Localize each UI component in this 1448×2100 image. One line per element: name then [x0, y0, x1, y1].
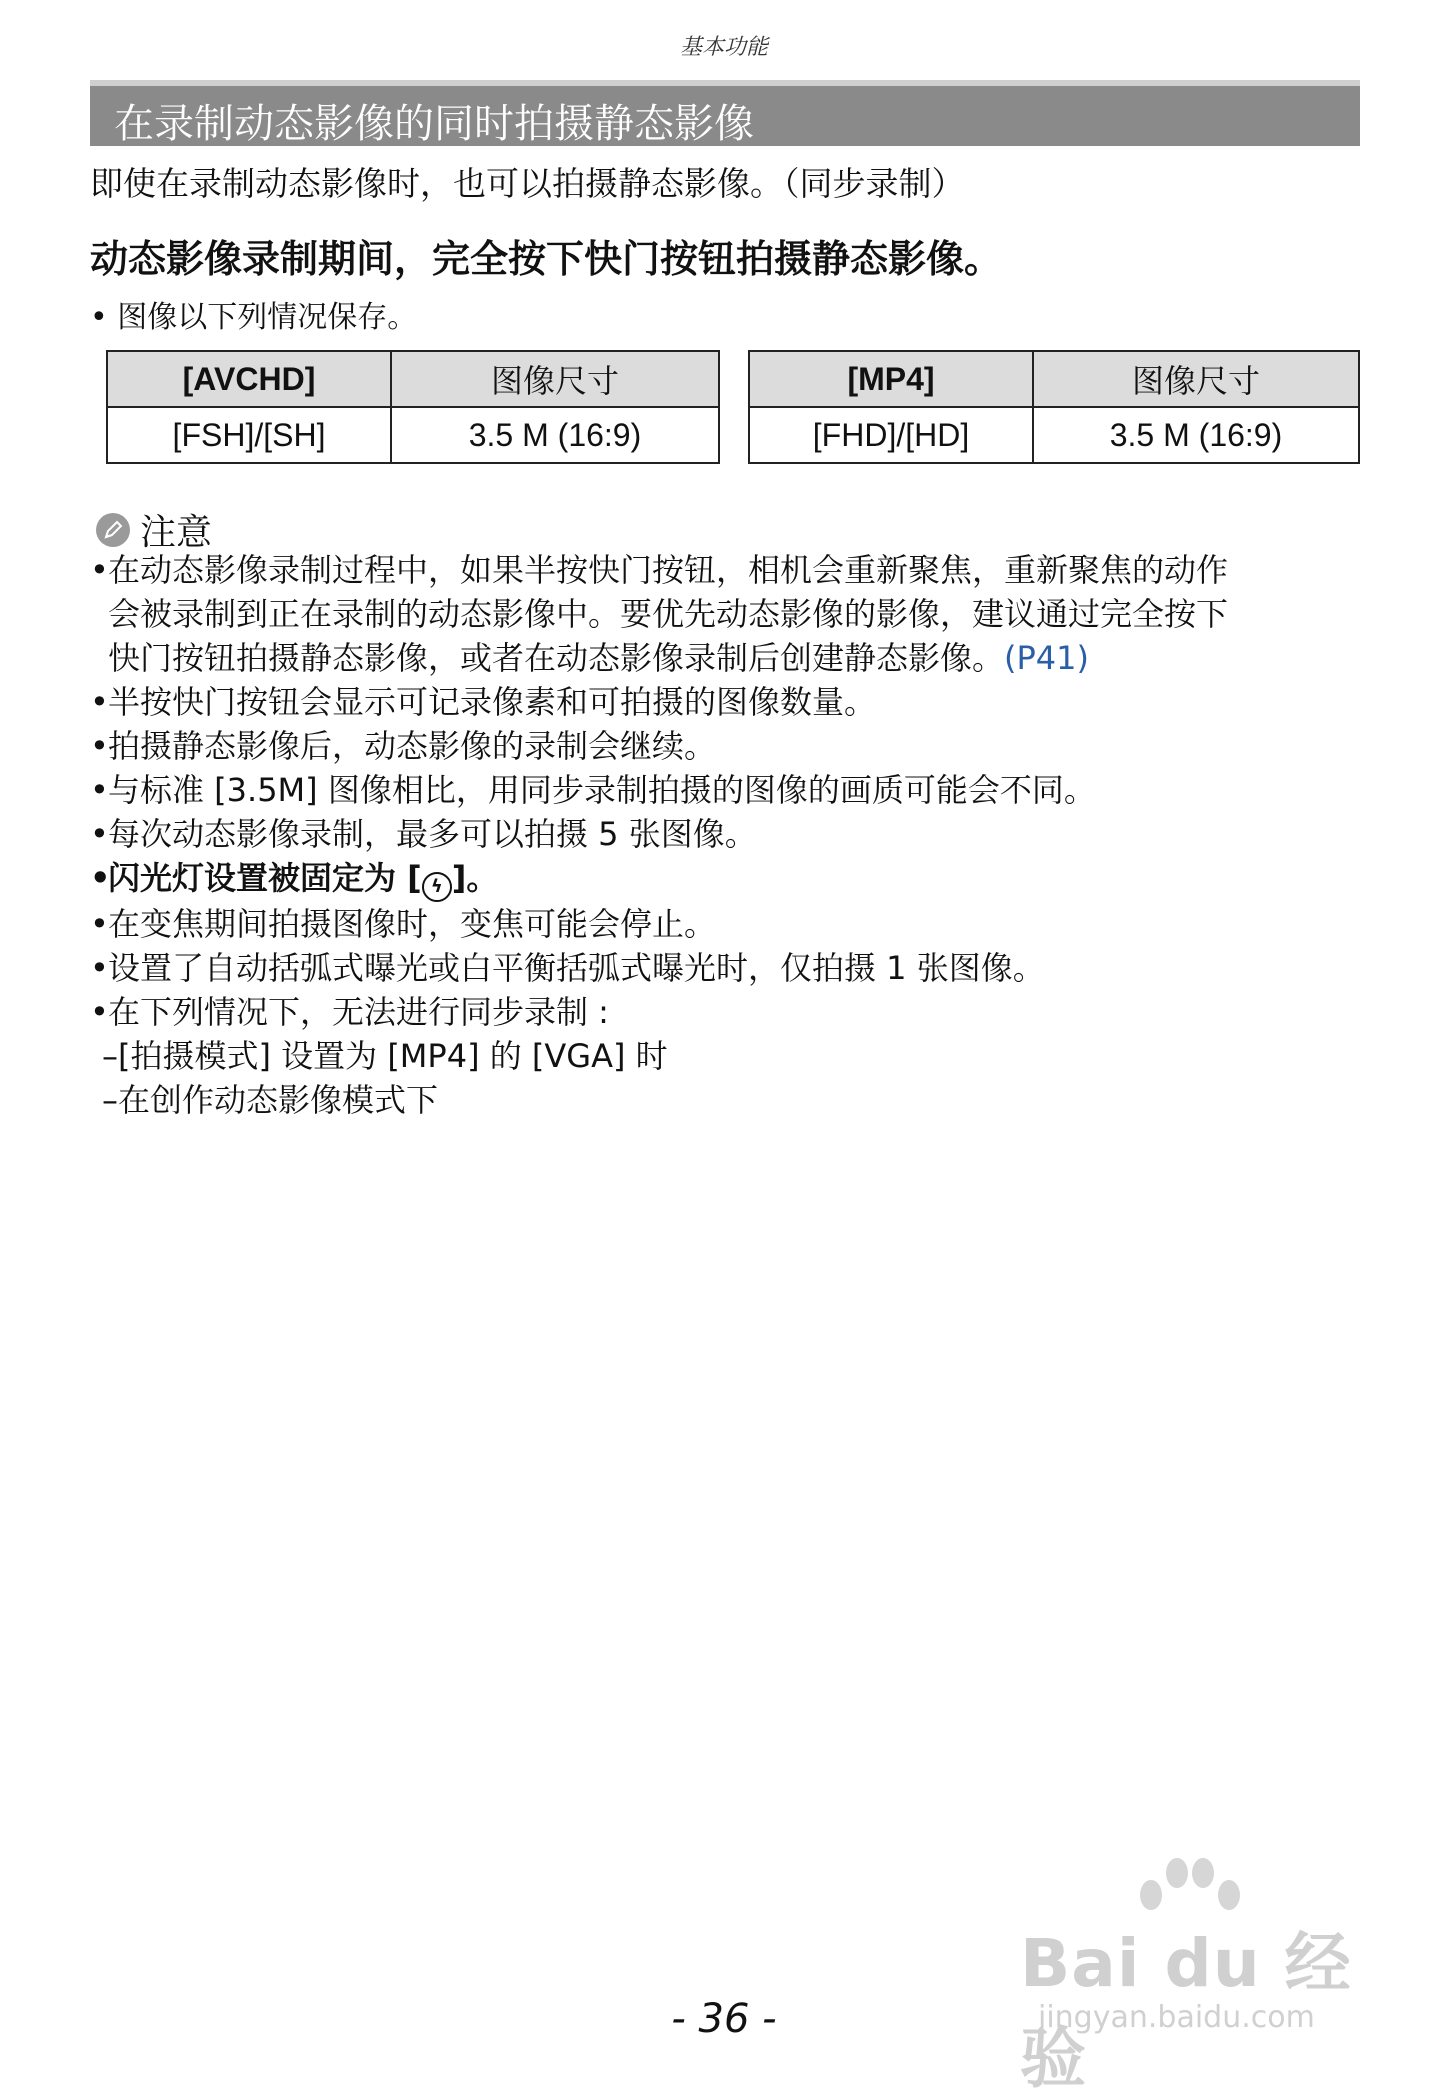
- table-header-row: [107, 351, 719, 407]
- sub-list-item: – [拍摄模式] 设置为 [MP4] 的 [VGA] 时: [90, 1034, 1370, 1078]
- avchd-row-size: 3.5 M (16:9): [391, 407, 719, 463]
- list-item: • 设置了自动括弧式曝光或白平衡括弧式曝光时，仅拍摄 1 张图像。: [90, 946, 1370, 990]
- notes-title-text: 注意: [140, 512, 213, 553]
- table-row: [749, 407, 1359, 463]
- avchd-table: [106, 350, 720, 464]
- flash-off-icon: ϟ: [422, 872, 452, 902]
- sub-list-item: – 在创作动态影像模式下: [90, 1078, 1370, 1122]
- section-title: 在录制动态影像的同时拍摄静态影像: [114, 101, 754, 147]
- list-item: [90, 856, 1370, 902]
- save-note-text: 图像以下列情况保存。: [117, 300, 418, 335]
- watermark-brand: Bai du 经验: [1020, 1925, 1352, 2097]
- notes-list: [90, 548, 1370, 1122]
- page-ref-link[interactable]: (P41): [1004, 639, 1089, 677]
- table-header-row: [749, 351, 1359, 407]
- mp4-row-format: [FHD]/[HD]: [749, 407, 1033, 463]
- avchd-header-format: [AVCHD]: [107, 351, 391, 407]
- note-1-line-3-text: 快门按钮拍摄静态影像，或者在动态影像录制后创建静态影像。: [108, 639, 1005, 677]
- mp4-header-size: 图像尺寸: [1033, 351, 1359, 407]
- chapter-header: 基本功能: [679, 35, 768, 60]
- note-6-prefix: 闪光灯设置被固定为 [: [108, 859, 422, 897]
- list-item: • 每次动态影像录制，最多可以拍摄 5 张图像。: [90, 812, 1370, 856]
- list-item: • 与标准 [3.5M] 图像相比，用同步录制拍摄的图像的画质可能会不同。: [90, 768, 1370, 812]
- pencil-icon: [96, 513, 130, 547]
- note-1-line-3: [108, 636, 1370, 680]
- section-title-bar: [90, 80, 1360, 146]
- list-item: • 在变焦期间拍摄图像时，变焦可能会停止。: [90, 902, 1370, 946]
- list-item: • 在下列情况下，无法进行同步录制 :: [90, 990, 1370, 1034]
- list-item: • 半按快门按钮会显示可记录像素和可拍摄的图像数量。: [90, 680, 1370, 724]
- mp4-row-size: 3.5 M (16:9): [1033, 407, 1359, 463]
- list-item: • 拍摄静态影像后，动态影像的录制会继续。: [90, 724, 1370, 768]
- note-1-line-2: 会被录制到正在录制的动态影像中。要优先动态影像的影像，建议通过完全按下: [108, 595, 1229, 633]
- watermark-url: jingyan.baidu.com: [1038, 2000, 1315, 2035]
- note-1-line-1: • 在动态影像录制过程中，如果半按快门按钮，相机会重新聚焦，重新聚焦的动作: [108, 551, 1229, 589]
- mp4-header-format: [MP4]: [749, 351, 1033, 407]
- save-note: • 图像以下列情况保存。: [90, 300, 418, 335]
- page-number: - 36 -: [671, 1996, 777, 2042]
- avchd-header-size: 图像尺寸: [391, 351, 719, 407]
- table-row: [107, 407, 719, 463]
- baidu-watermark: [1020, 1850, 1400, 2097]
- list-item: [90, 548, 1370, 680]
- note-6-suffix: ]。: [451, 859, 499, 897]
- intro-text: 即使在录制动态影像时，也可以拍摄静态影像。（同步录制）: [90, 164, 965, 203]
- instruction-heading: 动态影像录制期间，完全按下快门按钮拍摄静态影像。: [90, 237, 1003, 281]
- avchd-row-format: [FSH]/[SH]: [107, 407, 391, 463]
- mp4-table: [748, 350, 1360, 464]
